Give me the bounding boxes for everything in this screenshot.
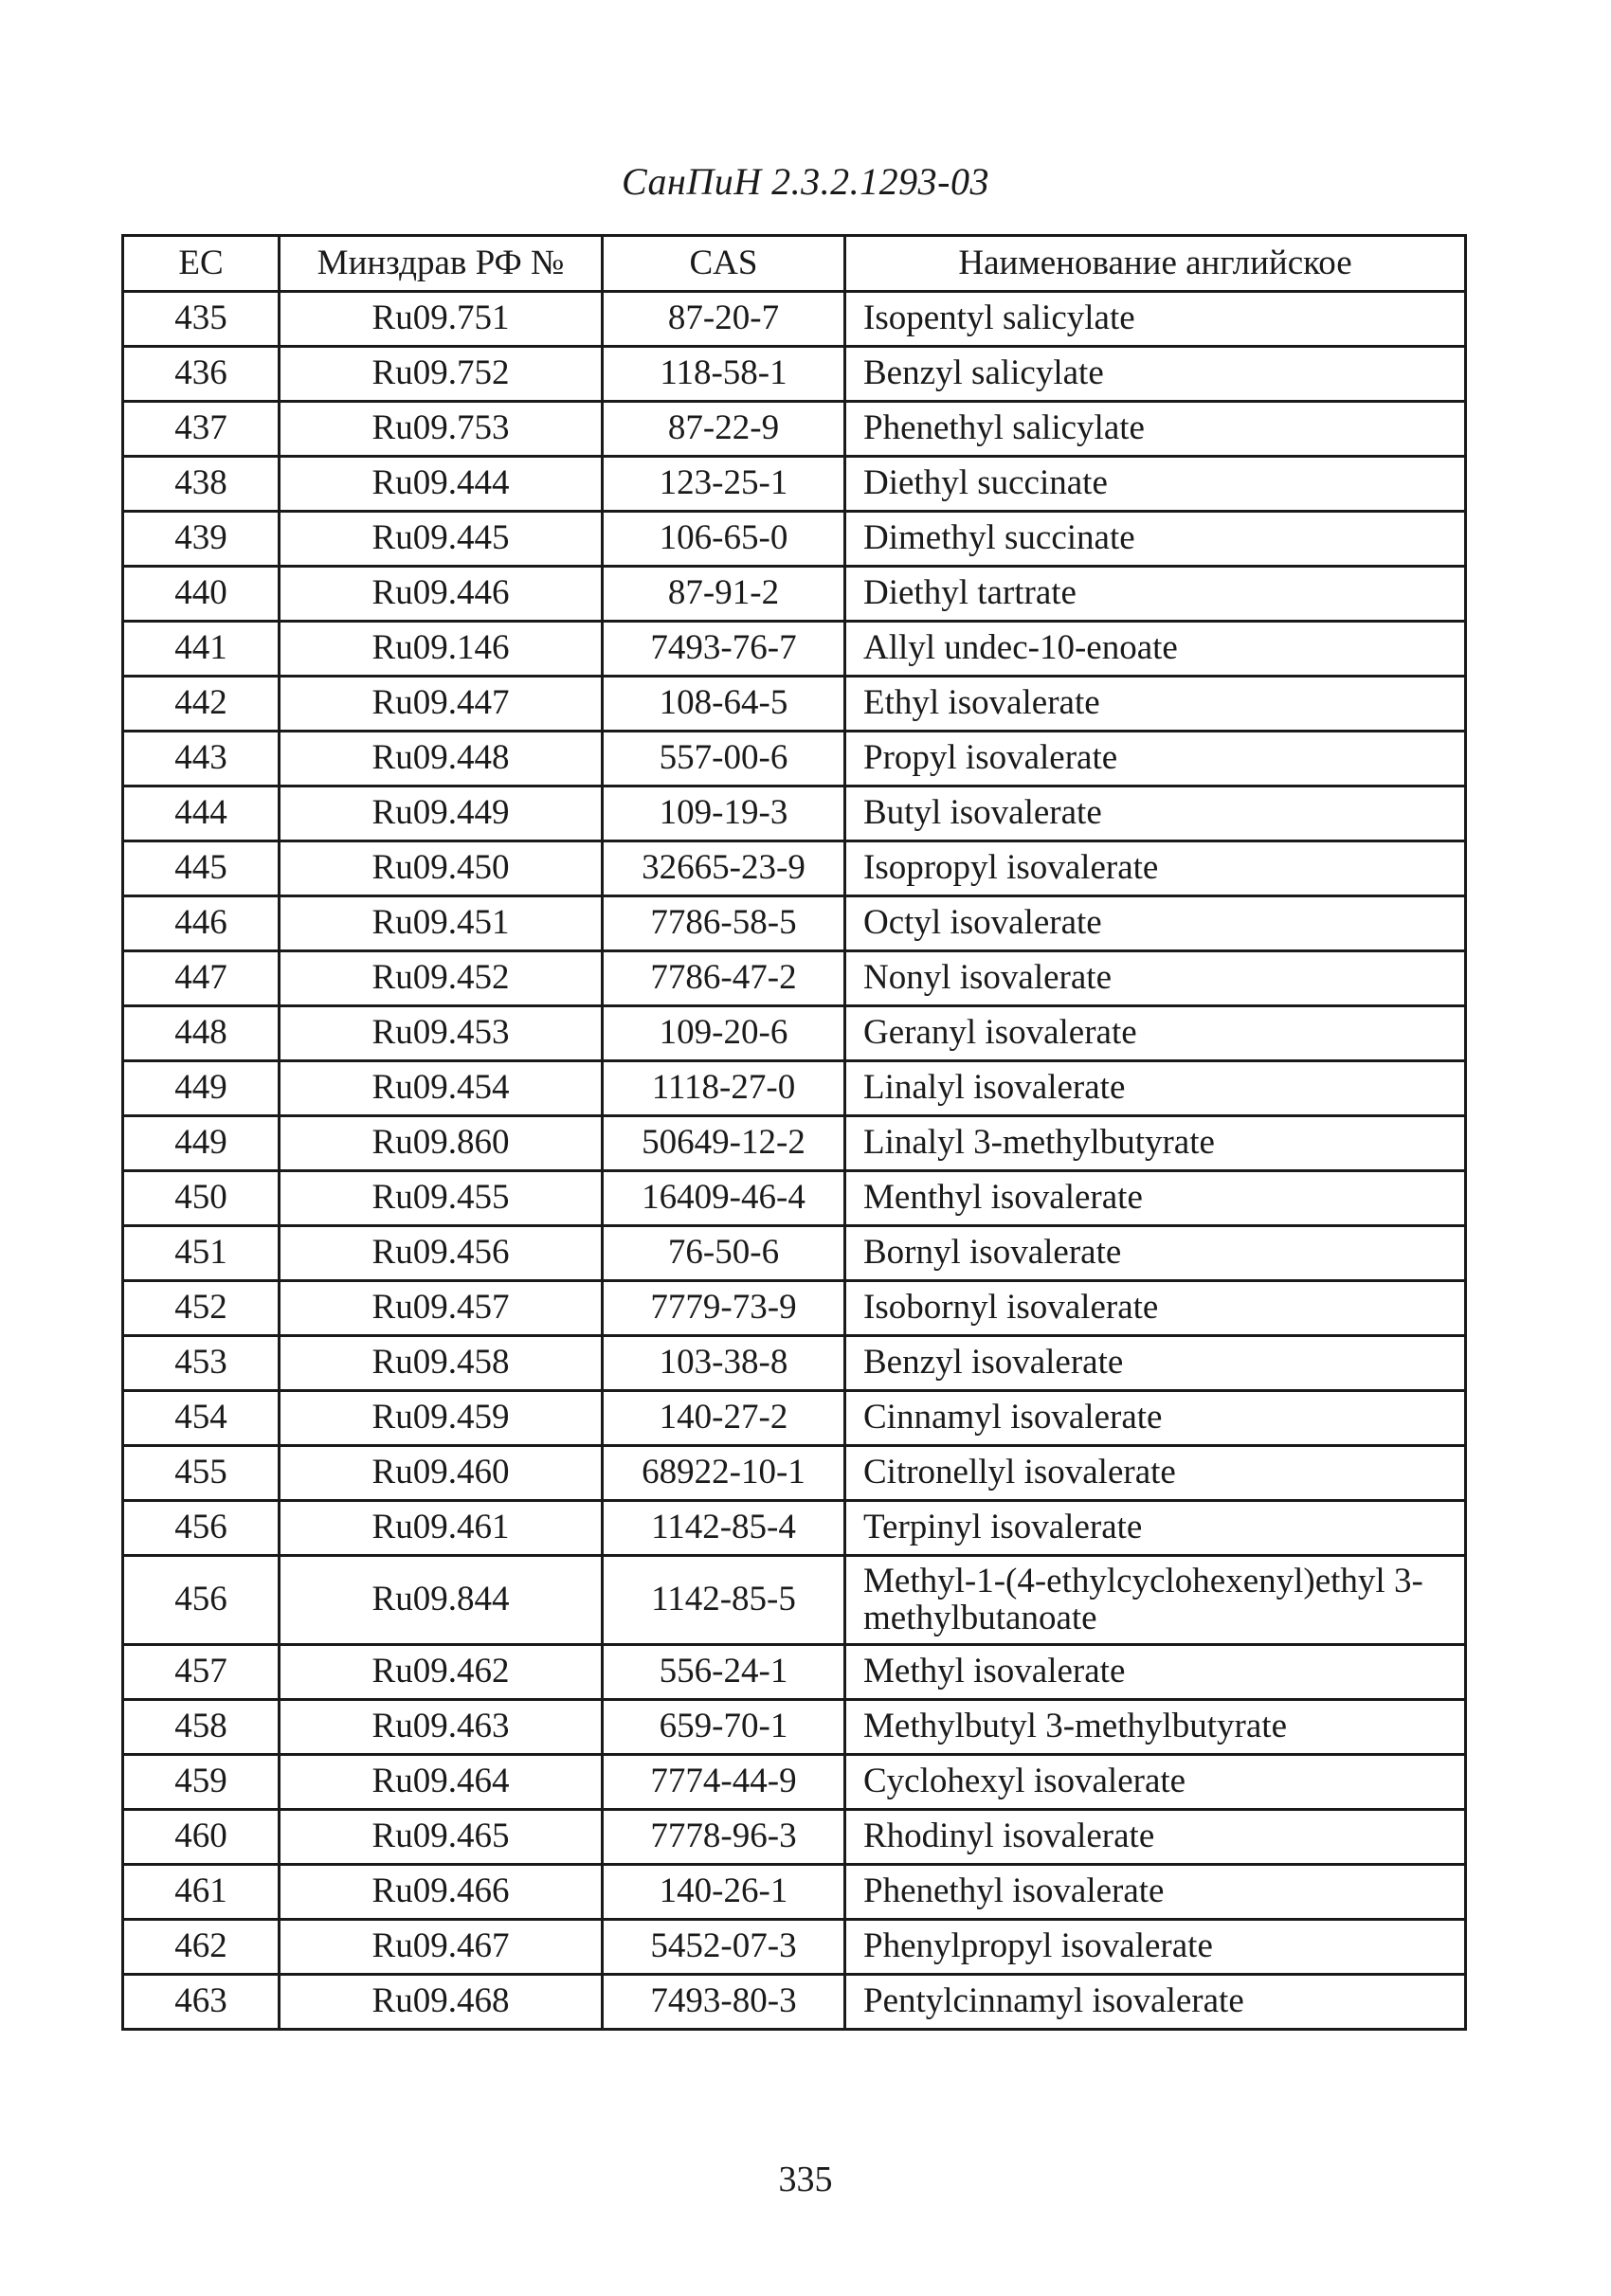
cell-english-name: Nonyl isovalerate — [845, 951, 1466, 1006]
cell-cas: 87-91-2 — [603, 567, 845, 622]
cell-english-name: Methylbutyl 3-methylbutyrate — [845, 1700, 1466, 1755]
table-row — [123, 677, 1466, 732]
cell-english-name: Cinnamyl isovalerate — [845, 1391, 1466, 1446]
cell-english-name: Phenethyl isovalerate — [845, 1865, 1466, 1920]
cell-minzdrav: Ru09.447 — [280, 677, 603, 732]
running-header: СанПиН 2.3.2.1293-03 — [622, 160, 989, 203]
table-row — [123, 1336, 1466, 1391]
cell-ec: 445 — [123, 841, 280, 896]
cell-ec: 450 — [123, 1171, 280, 1226]
cell-cas: 50649-12-2 — [603, 1116, 845, 1171]
cell-ec: 449 — [123, 1116, 280, 1171]
cell-cas: 7779-73-9 — [603, 1281, 845, 1336]
table-row — [123, 1391, 1466, 1446]
cell-english-name: Diethyl tartrate — [845, 567, 1466, 622]
cell-cas: 7774-44-9 — [603, 1755, 845, 1810]
cell-ec: 456 — [123, 1556, 280, 1645]
cell-cas: 118-58-1 — [603, 347, 845, 402]
cell-cas: 1142-85-4 — [603, 1501, 845, 1556]
table-row — [123, 1975, 1466, 2030]
cell-minzdrav: Ru09.454 — [280, 1061, 603, 1116]
table-row — [123, 567, 1466, 622]
cell-english-name: Linalyl isovalerate — [845, 1061, 1466, 1116]
cell-english-name: Isobornyl isovalerate — [845, 1281, 1466, 1336]
column-header-ec: ЕС — [123, 236, 280, 292]
cell-ec: 462 — [123, 1920, 280, 1975]
cell-minzdrav: Ru09.752 — [280, 347, 603, 402]
cell-cas: 7493-80-3 — [603, 1975, 845, 2030]
cell-ec: 435 — [123, 292, 280, 347]
cell-english-name: Benzyl isovalerate — [845, 1336, 1466, 1391]
cell-minzdrav: Ru09.844 — [280, 1556, 603, 1645]
cell-minzdrav: Ru09.450 — [280, 841, 603, 896]
cell-english-name: Benzyl salicylate — [845, 347, 1466, 402]
cell-ec: 455 — [123, 1446, 280, 1501]
table-row — [123, 1920, 1466, 1975]
cell-english-name: Butyl isovalerate — [845, 786, 1466, 841]
cell-ec: 460 — [123, 1810, 280, 1865]
cell-cas: 76-50-6 — [603, 1226, 845, 1281]
cell-cas: 7493-76-7 — [603, 622, 845, 677]
cell-ec: 438 — [123, 457, 280, 512]
cell-english-name: Linalyl 3-methylbutyrate — [845, 1116, 1466, 1171]
cell-ec: 454 — [123, 1391, 280, 1446]
cell-cas: 32665-23-9 — [603, 841, 845, 896]
table-row — [123, 1700, 1466, 1755]
cell-cas: 7786-58-5 — [603, 896, 845, 951]
cell-english-name: Diethyl succinate — [845, 457, 1466, 512]
cell-ec: 453 — [123, 1336, 280, 1391]
table-row — [123, 1645, 1466, 1700]
cell-english-name: Bornyl isovalerate — [845, 1226, 1466, 1281]
table-row — [123, 1501, 1466, 1556]
cell-minzdrav: Ru09.146 — [280, 622, 603, 677]
table-row — [123, 951, 1466, 1006]
table-row — [123, 1446, 1466, 1501]
cell-ec: 448 — [123, 1006, 280, 1061]
table-row — [123, 1556, 1466, 1645]
table-row — [123, 457, 1466, 512]
cell-english-name: Isopropyl isovalerate — [845, 841, 1466, 896]
cell-minzdrav: Ru09.753 — [280, 402, 603, 457]
cell-cas: 1118-27-0 — [603, 1061, 845, 1116]
table-row — [123, 1061, 1466, 1116]
cell-ec: 463 — [123, 1975, 280, 2030]
cell-ec: 457 — [123, 1645, 280, 1700]
cell-ec: 459 — [123, 1755, 280, 1810]
cell-minzdrav: Ru09.451 — [280, 896, 603, 951]
cell-ec: 437 — [123, 402, 280, 457]
cell-english-name: Citronellyl isovalerate — [845, 1446, 1466, 1501]
column-header-minzdrav: Минздрав РФ № — [280, 236, 603, 292]
table-row — [123, 896, 1466, 951]
cell-english-name: Phenylpropyl isovalerate — [845, 1920, 1466, 1975]
cell-ec: 443 — [123, 732, 280, 786]
cell-cas: 659-70-1 — [603, 1700, 845, 1755]
cell-minzdrav: Ru09.462 — [280, 1645, 603, 1700]
cell-english-name: Octyl isovalerate — [845, 896, 1466, 951]
cell-ec: 458 — [123, 1700, 280, 1755]
cell-english-name: Methyl-1-(4-ethylcyclohexenyl)ethyl 3-methylbutanoate — [845, 1556, 1466, 1645]
table-row — [123, 732, 1466, 786]
cell-cas: 1142-85-5 — [603, 1556, 845, 1645]
table-row — [123, 1755, 1466, 1810]
table-row — [123, 347, 1466, 402]
table-body — [123, 292, 1466, 2030]
cell-cas: 123-25-1 — [603, 457, 845, 512]
column-header-cas: CAS — [603, 236, 845, 292]
table-row — [123, 1006, 1466, 1061]
cell-english-name: Allyl undec-10-enoate — [845, 622, 1466, 677]
cell-cas: 556-24-1 — [603, 1645, 845, 1700]
column-header-english-name: Наименование английское — [845, 236, 1466, 292]
page-number: 335 — [778, 2160, 833, 2199]
cell-english-name: Isopentyl salicylate — [845, 292, 1466, 347]
cell-minzdrav: Ru09.452 — [280, 951, 603, 1006]
cell-cas: 7786-47-2 — [603, 951, 845, 1006]
cell-cas: 87-22-9 — [603, 402, 845, 457]
cell-ec: 456 — [123, 1501, 280, 1556]
cell-cas: 109-20-6 — [603, 1006, 845, 1061]
cell-english-name: Methyl isovalerate — [845, 1645, 1466, 1700]
cell-minzdrav: Ru09.466 — [280, 1865, 603, 1920]
cell-minzdrav: Ru09.464 — [280, 1755, 603, 1810]
cell-minzdrav: Ru09.455 — [280, 1171, 603, 1226]
cell-minzdrav: Ru09.751 — [280, 292, 603, 347]
cell-minzdrav: Ru09.463 — [280, 1700, 603, 1755]
cell-cas: 16409-46-4 — [603, 1171, 845, 1226]
cell-ec: 461 — [123, 1865, 280, 1920]
cell-cas: 5452-07-3 — [603, 1920, 845, 1975]
table-row — [123, 1281, 1466, 1336]
cell-minzdrav: Ru09.461 — [280, 1501, 603, 1556]
cell-minzdrav: Ru09.467 — [280, 1920, 603, 1975]
cell-english-name: Phenethyl salicylate — [845, 402, 1466, 457]
table-header-row — [123, 236, 1466, 292]
table-row — [123, 1865, 1466, 1920]
cell-ec: 446 — [123, 896, 280, 951]
cell-minzdrav: Ru09.444 — [280, 457, 603, 512]
cell-ec: 452 — [123, 1281, 280, 1336]
cell-ec: 442 — [123, 677, 280, 732]
cell-minzdrav: Ru09.446 — [280, 567, 603, 622]
cell-cas: 103-38-8 — [603, 1336, 845, 1391]
cell-ec: 444 — [123, 786, 280, 841]
cell-ec: 439 — [123, 512, 280, 567]
cell-minzdrav: Ru09.457 — [280, 1281, 603, 1336]
cell-minzdrav: Ru09.460 — [280, 1446, 603, 1501]
table-row — [123, 292, 1466, 347]
cell-cas: 106-65-0 — [603, 512, 845, 567]
cell-english-name: Rhodinyl isovalerate — [845, 1810, 1466, 1865]
cell-english-name: Ethyl isovalerate — [845, 677, 1466, 732]
cell-english-name: Geranyl isovalerate — [845, 1006, 1466, 1061]
cell-minzdrav: Ru09.465 — [280, 1810, 603, 1865]
cell-english-name: Propyl isovalerate — [845, 732, 1466, 786]
cell-cas: 140-26-1 — [603, 1865, 845, 1920]
cell-english-name: Terpinyl isovalerate — [845, 1501, 1466, 1556]
table-row — [123, 512, 1466, 567]
cell-english-name: Menthyl isovalerate — [845, 1171, 1466, 1226]
cell-ec: 447 — [123, 951, 280, 1006]
cell-minzdrav: Ru09.456 — [280, 1226, 603, 1281]
table-row — [123, 1810, 1466, 1865]
table-row — [123, 402, 1466, 457]
cell-cas: 140-27-2 — [603, 1391, 845, 1446]
cell-english-name: Dimethyl succinate — [845, 512, 1466, 567]
cell-ec: 449 — [123, 1061, 280, 1116]
cell-english-name: Cyclohexyl isovalerate — [845, 1755, 1466, 1810]
table-row — [123, 1226, 1466, 1281]
cell-minzdrav: Ru09.458 — [280, 1336, 603, 1391]
cell-cas: 557-00-6 — [603, 732, 845, 786]
cell-minzdrav: Ru09.449 — [280, 786, 603, 841]
cell-minzdrav: Ru09.445 — [280, 512, 603, 567]
substance-table — [121, 234, 1467, 2031]
cell-english-name: Pentylcinnamyl isovalerate — [845, 1975, 1466, 2030]
table-row — [123, 1116, 1466, 1171]
cell-ec: 440 — [123, 567, 280, 622]
cell-ec: 441 — [123, 622, 280, 677]
cell-minzdrav: Ru09.448 — [280, 732, 603, 786]
table-row — [123, 1171, 1466, 1226]
cell-minzdrav: Ru09.459 — [280, 1391, 603, 1446]
cell-minzdrav: Ru09.468 — [280, 1975, 603, 2030]
cell-cas: 7778-96-3 — [603, 1810, 845, 1865]
table-row — [123, 622, 1466, 677]
cell-minzdrav: Ru09.860 — [280, 1116, 603, 1171]
cell-minzdrav: Ru09.453 — [280, 1006, 603, 1061]
cell-cas: 109-19-3 — [603, 786, 845, 841]
cell-ec: 451 — [123, 1226, 280, 1281]
cell-ec: 436 — [123, 347, 280, 402]
cell-cas: 87-20-7 — [603, 292, 845, 347]
cell-cas: 68922-10-1 — [603, 1446, 845, 1501]
table-row — [123, 786, 1466, 841]
table-row — [123, 841, 1466, 896]
cell-cas: 108-64-5 — [603, 677, 845, 732]
